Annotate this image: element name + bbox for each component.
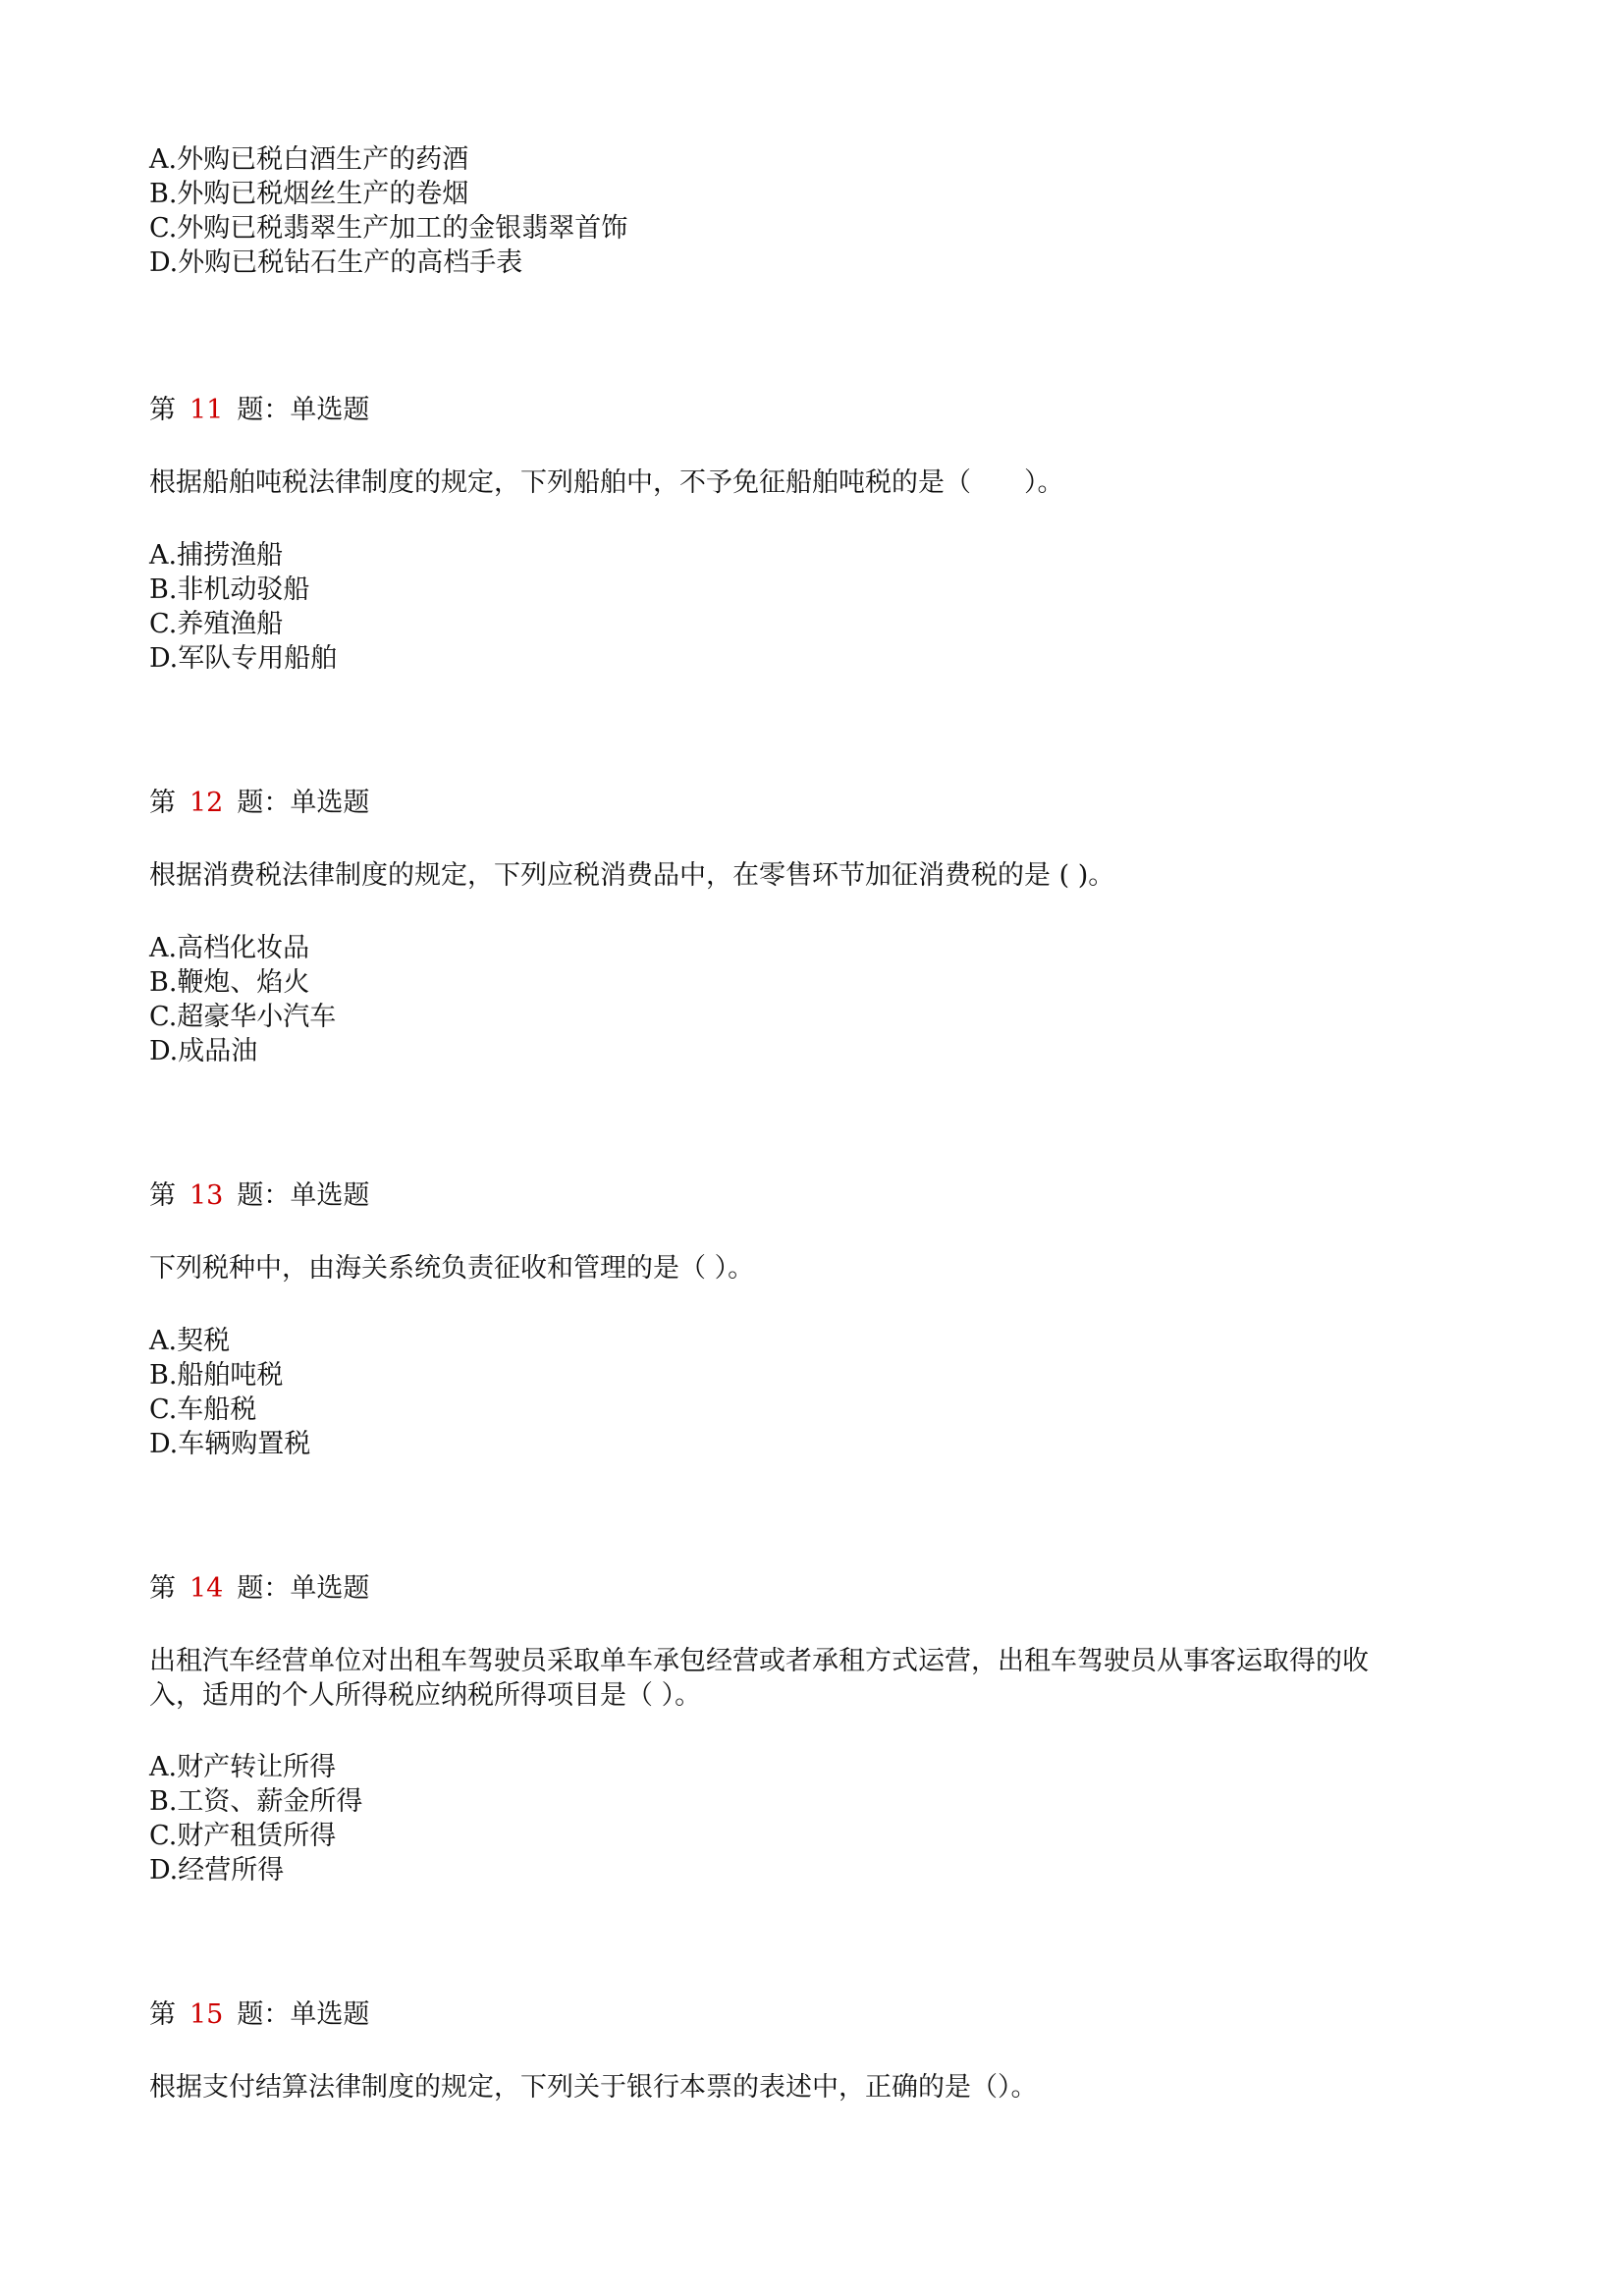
question-11-option-a: A.捕捞渔船 <box>149 540 284 571</box>
question-type: 题：单选题 <box>237 395 370 425</box>
question-number: 15 <box>189 1999 224 2030</box>
question-type: 题：单选题 <box>237 788 370 818</box>
question-number: 11 <box>189 395 224 425</box>
question-11-stem: 根据船舶吨税法律制度的规定，下列船舶中，不予免征船舶吨税的是（ ）。 <box>149 467 1064 498</box>
question-prefix: 第 <box>149 1999 176 2030</box>
question-12-heading <box>149 787 369 820</box>
question-prefix: 第 <box>149 1180 176 1211</box>
prev-option-d: D.外购已税钻石生产的高档手表 <box>149 247 523 278</box>
question-12-option-b: B.鞭炮、焰火 <box>149 967 310 998</box>
question-13-stem: 下列税种中，由海关系统负责征收和管理的是（ ）。 <box>149 1253 755 1284</box>
question-14-option-a: A.财产转让所得 <box>149 1752 337 1782</box>
question-13-option-c: C.车船税 <box>149 1394 257 1425</box>
question-number: 12 <box>189 788 224 818</box>
question-12-option-d: D.成品油 <box>149 1036 258 1066</box>
question-12-option-a: A.高档化妆品 <box>149 933 310 963</box>
question-15-heading <box>149 1998 369 2032</box>
question-prefix: 第 <box>149 788 176 818</box>
question-11-option-d: D.军队专用船舶 <box>149 643 338 674</box>
prev-option-b: B.外购已税烟丝生产的卷烟 <box>149 179 469 209</box>
question-number: 13 <box>189 1180 224 1211</box>
question-11-option-b: B.非机动驳船 <box>149 574 310 605</box>
question-14-option-b: B.工资、薪金所得 <box>149 1786 363 1817</box>
question-11-heading <box>149 394 369 427</box>
question-prefix: 第 <box>149 1573 176 1604</box>
question-13-option-a: A.契税 <box>149 1326 231 1356</box>
question-type: 题：单选题 <box>237 1573 370 1604</box>
question-11-option-c: C.养殖渔船 <box>149 609 284 639</box>
question-13-option-d: D.车辆购置税 <box>149 1429 311 1459</box>
prev-option-c: C.外购已税翡翠生产加工的金银翡翠首饰 <box>149 213 628 244</box>
question-14-stem-line-2: 入，适用的个人所得税应纳税所得项目是（ ）。 <box>149 1680 702 1711</box>
question-13-option-b: B.船舶吨税 <box>149 1360 284 1391</box>
question-12-stem: 根据消费税法律制度的规定，下列应税消费品中，在零售环节加征消费税的是 ( )。 <box>149 860 1115 891</box>
question-type: 题：单选题 <box>237 1999 370 2030</box>
question-14-option-d: D.经营所得 <box>149 1855 285 1886</box>
question-14-heading <box>149 1572 369 1606</box>
prev-option-a: A.外购已税白酒生产的药酒 <box>149 144 469 175</box>
question-12-option-c: C.超豪华小汽车 <box>149 1002 337 1032</box>
question-13-heading <box>149 1179 369 1213</box>
question-type: 题：单选题 <box>237 1180 370 1211</box>
question-14-stem-line-1: 出租汽车经营单位对出租车驾驶员采取单车承包经营或者承租方式运营，出租车驾驶员从事客运取得的收 <box>149 1646 1369 1676</box>
question-14-option-c: C.财产租赁所得 <box>149 1821 337 1851</box>
question-15-stem: 根据支付结算法律制度的规定，下列关于银行本票的表述中，正确的是（）。 <box>149 2072 1038 2103</box>
question-number: 14 <box>189 1573 224 1604</box>
question-prefix: 第 <box>149 395 176 425</box>
